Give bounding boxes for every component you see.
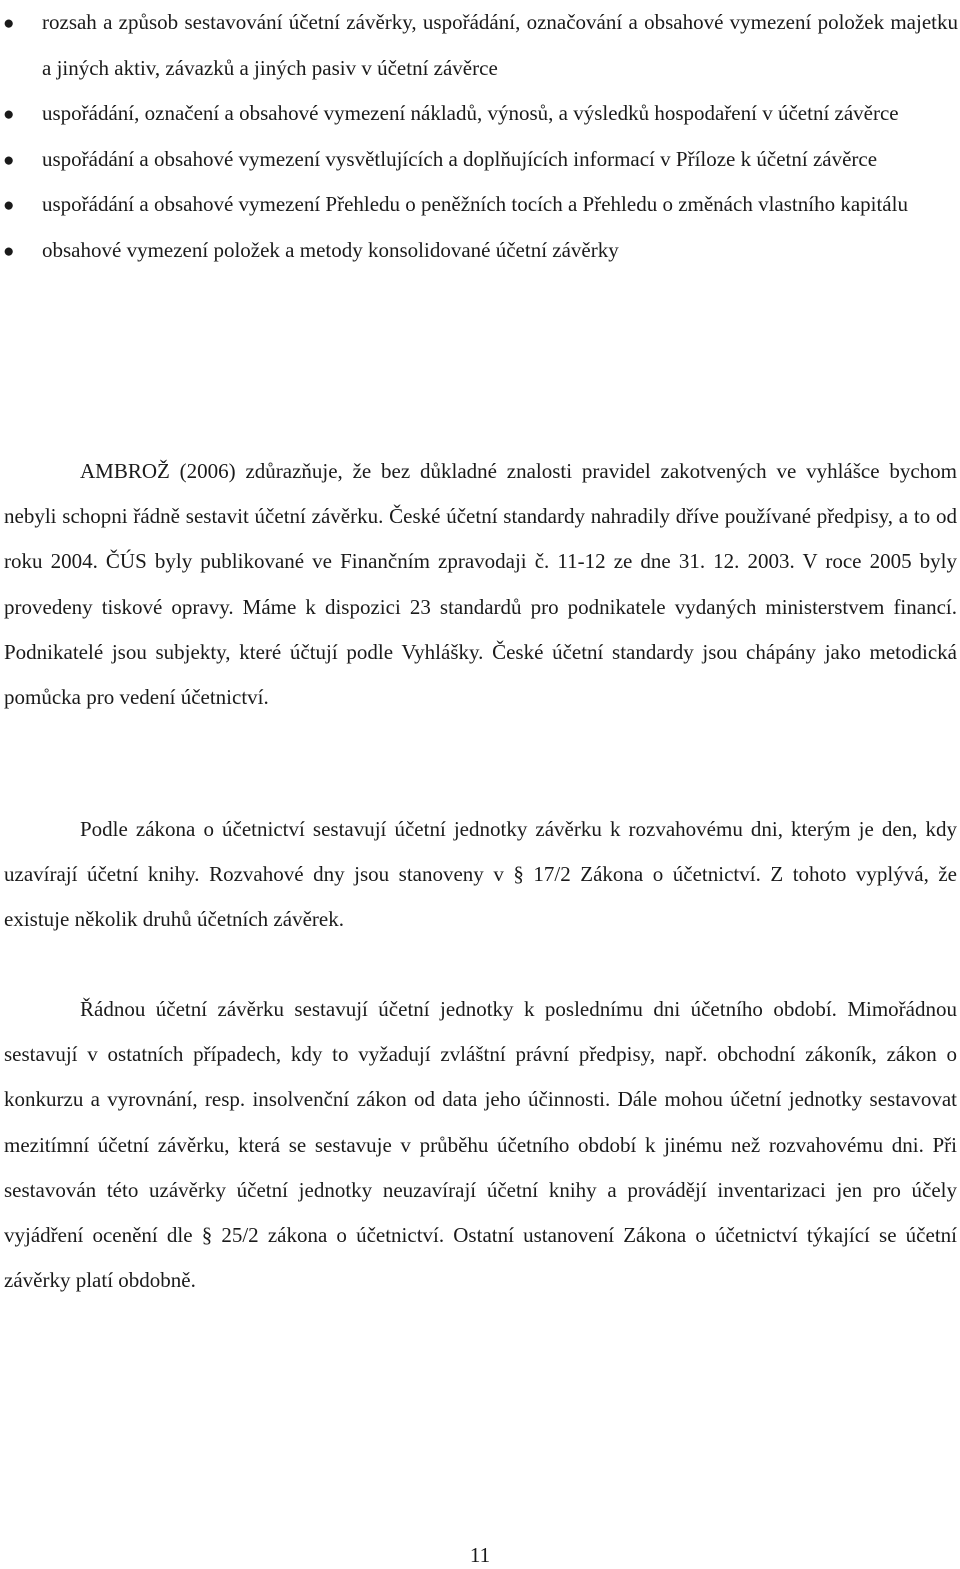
paragraph-ambroz: AMBROŽ (2006) zdůrazňuje, že bez důkladné znalosti pravidel zakotvených ve vyhlášce bychom nebyli schopni řádně sestavit účetní závěrku. České účetní standardy nahradily dříve používané předpisy, a to od roku 2004. ČÚS byly publikované ve Finančním zpravodaji č. 11-12 ze dne 31. 12. 2003. V roce 2005 byly provedeny tiskové opravy. Máme k dispozici 23 standardů pro podnikatele vydaných ministerstvem financí. Podnikatelé jsou subjekty, které účtují podle Vyhlášky. České účetní standardy jsou chápány jako metodická pomůcka pro vedení účetnictví.	[4, 459, 957, 710]
bullet-text: uspořádání, označení a obsahové vymezení nákladů, výnosů, a výsledků hospodaření v účetní závěrce	[42, 101, 899, 125]
bullet-text: rozsah a způsob sestavování účetní závěrky, uspořádání, označování a obsahové vymezení položek majetku a jiných aktiv, závazků a jiných pasiv v účetní závěrce	[42, 10, 958, 80]
bullet-icon: ●	[3, 13, 15, 34]
bullet-icon: ●	[3, 149, 15, 171]
bullet-text: obsahové vymezení položek a metody konsolidované účetní závěrky	[42, 237, 619, 262]
page-number: 11	[469, 1543, 491, 1567]
bullet-icon: ●	[3, 240, 15, 262]
bullet-item	[0, 91, 958, 137]
bullet-item	[0, 228, 958, 274]
bullet-item	[0, 0, 958, 91]
paragraph-radna-zaverka: Řádnou účetní závěrku sestavují účetní jednotky k poslednímu dni účetního období. Mimořádnou sestavují v ostatních případech, kdy to vyžadují zvláštní právní předpisy, např. obchodní zákoník, zákon o konkurzu a vyrovnání, resp. insolvenční zákon od data jeho účinnosti. Dále mohou účetní jednotky sestavovat mezitímní účetní závěrku, která se sestavuje v průběhu účetního období k jinému než rozvahovému dni. Při sestavován této uzávěrky účetní jednotky neuzavírají účetní knihy a provádějí inventarizaci jen pro účely vyjádření ocenění dle § 25/2 zákona o účetnictví. Ostatní ustanovení Zákona o účetnictví týkající se účetní závěrky platí obdobně.	[4, 997, 957, 1293]
bullet-item	[0, 137, 958, 183]
paragraph-rozvahovy-den: Podle zákona o účetnictví sestavují účetní jednotky závěrku k rozvahovému dni, kterým je den, kdy uzavírají účetní knihy. Rozvahové dny jsou stanoveny v § 17/2 Zákona o účetnictví. Z tohoto vyplývá, že existuje několik druhů účetních závěrek.	[4, 817, 957, 932]
bullet-icon: ●	[3, 195, 15, 216]
bullet-list	[0, 0, 958, 273]
bullet-text: uspořádání a obsahové vymezení vysvětlujících a doplňujících informací v Příloze k účetní závěrce	[42, 146, 878, 171]
bullet-text: uspořádání a obsahové vymezení Přehledu o peněžních tocích a Přehledu o změnách vlastního kapitálu	[42, 192, 908, 216]
bullet-item	[0, 182, 958, 228]
bullet-icon: ●	[3, 104, 15, 125]
